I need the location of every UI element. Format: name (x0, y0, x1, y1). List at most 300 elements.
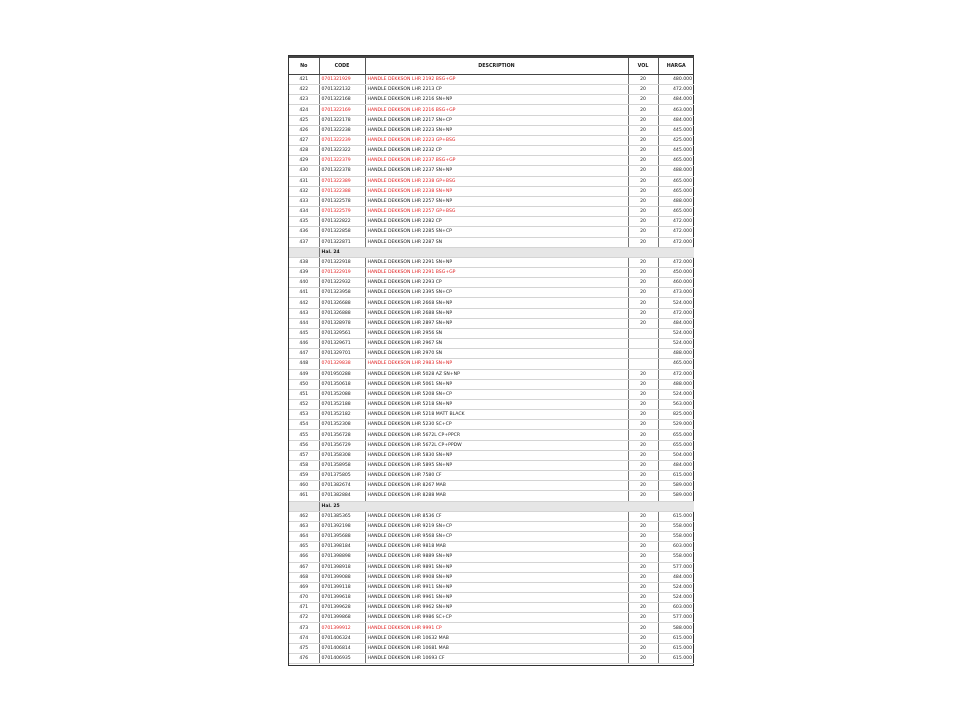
cell-description: HANDLE DEKKSON LHR 5830 SN+NP (365, 450, 628, 460)
cell-code: 0701375805 (319, 471, 365, 481)
cell-code: 0701322871 (319, 237, 365, 247)
table-row (289, 339, 694, 349)
cell-price: 615.000 (658, 633, 694, 643)
table-row (289, 460, 694, 470)
cell-price: 472.000 (658, 308, 694, 318)
cell-code: 0701398918 (319, 562, 365, 572)
header-description: DESCRIPTION (365, 57, 628, 75)
cell-description: HANDLE DEKKSON LHR 2232 CP (365, 146, 628, 156)
cell-vol: 20 (628, 318, 658, 328)
cell-price: 472.000 (658, 227, 694, 237)
cell-price: 529.000 (658, 420, 694, 430)
cell-description: HANDLE DEKKSON LHR 5895 SN+NP (365, 460, 628, 470)
cell-no: 460 (289, 481, 319, 491)
cell-vol: 20 (628, 460, 658, 470)
cell-code: 0701398898 (319, 552, 365, 562)
section-row (289, 247, 694, 257)
table-row (289, 308, 694, 318)
cell-code: 0701352182 (319, 410, 365, 420)
table-row (289, 349, 694, 359)
cell-description: HANDLE DEKKSON LHR 8536 CF (365, 511, 628, 521)
table-row (289, 166, 694, 176)
cell-price: 463.000 (658, 105, 694, 115)
cell-no: 440 (289, 278, 319, 288)
cell-vol: 20 (628, 75, 658, 85)
cell-vol: 20 (628, 643, 658, 653)
cell-price: 589.000 (658, 481, 694, 491)
table-row (289, 481, 694, 491)
table-row (289, 135, 694, 145)
cell-code: 0701399912 (319, 623, 365, 633)
table-row (289, 176, 694, 186)
cell-code: 0701950288 (319, 369, 365, 379)
cell-description: HANDLE DEKKSON LHR 10693 CF (365, 653, 628, 663)
cell-vol: 20 (628, 288, 658, 298)
cell-no: 470 (289, 592, 319, 602)
cell-description: HANDLE DEKKSON LHR 2291 SN+NP (365, 257, 628, 267)
cell-no: 475 (289, 643, 319, 653)
cell-description: HANDLE DEKKSON LHR 5230 SC+CP (365, 420, 628, 430)
cell-description: HANDLE DEKKSON LHR 9962 SN+NP (365, 603, 628, 613)
cell-description: HANDLE DEKKSON LHR 9219 SN+CP (365, 521, 628, 531)
cell-no: 433 (289, 196, 319, 206)
cell-description: HANDLE DEKKSON LHR 5218 MATT BLACK (365, 410, 628, 420)
cell-vol: 20 (628, 125, 658, 135)
cell-price: 558.000 (658, 532, 694, 542)
table-row (289, 115, 694, 125)
cell-price: 655.000 (658, 430, 694, 440)
table-row (289, 318, 694, 328)
cell-code: 0701352308 (319, 420, 365, 430)
cell-vol: 20 (628, 217, 658, 227)
cell-description: HANDLE DEKKSON LHR 2238 SN+NP (365, 186, 628, 196)
table-row (289, 359, 694, 369)
cell-description: HANDLE DEKKSON LHR 9986 SC+CP (365, 613, 628, 623)
cell-description: HANDLE DEKKSON LHR 9911 SN+NP (365, 582, 628, 592)
cell-vol: 20 (628, 105, 658, 115)
cell-code: 0701399118 (319, 582, 365, 592)
cell-code: 0701352188 (319, 400, 365, 410)
table-row (289, 572, 694, 582)
cell-vol: 20 (628, 85, 658, 95)
cell-code: 0701322239 (319, 135, 365, 145)
cell-vol: 20 (628, 176, 658, 186)
cell-code: 0701326688 (319, 298, 365, 308)
cell-code: 0701322389 (319, 176, 365, 186)
cell-code: 0701395688 (319, 532, 365, 542)
cell-price: 472.000 (658, 257, 694, 267)
cell-vol: 20 (628, 410, 658, 420)
cell-no: 473 (289, 623, 319, 633)
cell-no: 422 (289, 85, 319, 95)
table-row (289, 592, 694, 602)
cell-vol: 20 (628, 196, 658, 206)
cell-description: HANDLE DEKKSON LHR 2897 SN+NP (365, 318, 628, 328)
cell-description: HANDLE DEKKSON LHR 7580 CF (365, 471, 628, 481)
cell-no: 465 (289, 542, 319, 552)
cell-price: 524.000 (658, 339, 694, 349)
cell-description: HANDLE DEKKSON LHR 2213 CP (365, 85, 628, 95)
cell-no: 463 (289, 521, 319, 531)
table-row (289, 633, 694, 643)
cell-price: 465.000 (658, 359, 694, 369)
table-row (289, 400, 694, 410)
cell-vol: 20 (628, 298, 658, 308)
cell-code: 0701322858 (319, 227, 365, 237)
cell-vol: 20 (628, 491, 658, 501)
cell-description: HANDLE DEKKSON LHR 2237 BSG+GP (365, 156, 628, 166)
cell-vol: 20 (628, 440, 658, 450)
table-row (289, 186, 694, 196)
cell-price: 484.000 (658, 115, 694, 125)
table-row (289, 288, 694, 298)
cell-price: 577.000 (658, 613, 694, 623)
table-row (289, 389, 694, 399)
cell-no: 455 (289, 430, 319, 440)
cell-price: 465.000 (658, 156, 694, 166)
cell-no: 449 (289, 369, 319, 379)
cell-code: 0701322168 (319, 95, 365, 105)
cell-description: HANDLE DEKKSON LHR 2223 SN+NP (365, 125, 628, 135)
cell-vol: 20 (628, 227, 658, 237)
cell-code: 0701322388 (319, 186, 365, 196)
cell-price: 484.000 (658, 460, 694, 470)
cell-description: HANDLE DEKKSON LHR 2970 SN (365, 349, 628, 359)
cell-price: 558.000 (658, 521, 694, 531)
price-list-table (289, 56, 694, 664)
cell-no: 469 (289, 582, 319, 592)
cell-code: 0701329671 (319, 339, 365, 349)
cell-no: 476 (289, 653, 319, 663)
cell-code: 0701322378 (319, 166, 365, 176)
cell-code: 0701406814 (319, 643, 365, 653)
cell-description: HANDLE DEKKSON LHR 8267 MAB (365, 481, 628, 491)
cell-price: 524.000 (658, 389, 694, 399)
cell-vol (628, 359, 658, 369)
cell-price: 480.000 (658, 75, 694, 85)
cell-code: 0701329838 (319, 359, 365, 369)
cell-description: HANDLE DEKKSON LHR 9889 SN+NP (365, 552, 628, 562)
table-row (289, 603, 694, 613)
cell-code: 0701322322 (319, 146, 365, 156)
cell-no: 442 (289, 298, 319, 308)
cell-description: HANDLE DEKKSON LHR 2238 GP+BSG (365, 176, 628, 186)
table-row (289, 75, 694, 85)
table-row (289, 491, 694, 501)
cell-code: 0701322169 (319, 105, 365, 115)
cell-description: HANDLE DEKKSON LHR 2688 SN+NP (365, 308, 628, 318)
cell-vol: 20 (628, 308, 658, 318)
cell-no: 471 (289, 603, 319, 613)
table-row (289, 369, 694, 379)
table-row (289, 582, 694, 592)
header-code: CODE (319, 57, 365, 75)
cell-no: 436 (289, 227, 319, 237)
cell-vol: 20 (628, 400, 658, 410)
cell-no: 434 (289, 207, 319, 217)
table-row (289, 125, 694, 135)
table-row (289, 562, 694, 572)
cell-vol: 20 (628, 237, 658, 247)
cell-description: HANDLE DEKKSON LHR 5028 AZ SN+NP (365, 369, 628, 379)
table-row (289, 471, 694, 481)
cell-code: 0701321929 (319, 75, 365, 85)
cell-vol: 20 (628, 379, 658, 389)
cell-code: 0701385365 (319, 511, 365, 521)
cell-description: HANDLE DEKKSON LHR 10632 MAB (365, 633, 628, 643)
cell-vol: 20 (628, 603, 658, 613)
cell-no: 451 (289, 389, 319, 399)
cell-price: 603.000 (658, 542, 694, 552)
cell-vol: 20 (628, 420, 658, 430)
cell-description: HANDLE DEKKSON LHR 2216 SN+NP (365, 95, 628, 105)
cell-vol: 20 (628, 521, 658, 531)
cell-vol: 20 (628, 389, 658, 399)
cell-vol: 20 (628, 572, 658, 582)
cell-no: 461 (289, 491, 319, 501)
cell-description: HANDLE DEKKSON LHR 2216 BSG+GP (365, 105, 628, 115)
cell-price: 450.000 (658, 267, 694, 277)
cell-vol: 20 (628, 481, 658, 491)
table-row (289, 217, 694, 227)
cell-description: HANDLE DEKKSON LHR 2285 SN+CP (365, 227, 628, 237)
cell-vol: 20 (628, 278, 658, 288)
cell-price: 484.000 (658, 572, 694, 582)
cell-price: 615.000 (658, 643, 694, 653)
cell-no: 468 (289, 572, 319, 582)
table-row (289, 227, 694, 237)
table-row (289, 613, 694, 623)
cell-code: 0701392198 (319, 521, 365, 531)
cell-price: 473.000 (658, 288, 694, 298)
cell-code: 0701329561 (319, 328, 365, 338)
cell-no: 425 (289, 115, 319, 125)
cell-vol: 20 (628, 115, 658, 125)
cell-no: 464 (289, 532, 319, 542)
cell-description: HANDLE DEKKSON LHR 2291 BSG+GP (365, 267, 628, 277)
cell-code: 0701323958 (319, 288, 365, 298)
cell-no: 448 (289, 359, 319, 369)
table-row (289, 267, 694, 277)
cell-description: HANDLE DEKKSON LHR 5208 SN+CP (365, 389, 628, 399)
cell-price: 488.000 (658, 349, 694, 359)
cell-vol: 20 (628, 532, 658, 542)
cell-description: HANDLE DEKKSON LHR 2223 GP+BSG (365, 135, 628, 145)
cell-vol: 20 (628, 166, 658, 176)
cell-vol: 20 (628, 267, 658, 277)
cell-description: HANDLE DEKKSON LHR 9818 MAB (365, 542, 628, 552)
cell-vol: 20 (628, 552, 658, 562)
cell-no: 432 (289, 186, 319, 196)
cell-price: 825.000 (658, 410, 694, 420)
cell-price: 472.000 (658, 85, 694, 95)
cell-description: HANDLE DEKKSON LHR 2395 SN+CP (365, 288, 628, 298)
cell-code: 0701399868 (319, 613, 365, 623)
cell-vol: 20 (628, 146, 658, 156)
cell-description: HANDLE DEKKSON LHR 5672L CP+PPDW (365, 440, 628, 450)
cell-description: HANDLE DEKKSON LHR 9568 SN+CP (365, 532, 628, 542)
cell-no: 474 (289, 633, 319, 643)
cell-price: 524.000 (658, 592, 694, 602)
table-row (289, 237, 694, 247)
cell-code: 0701322578 (319, 196, 365, 206)
cell-price: 655.000 (658, 440, 694, 450)
cell-vol: 20 (628, 186, 658, 196)
table-row (289, 95, 694, 105)
cell-no: 427 (289, 135, 319, 145)
cell-description: HANDLE DEKKSON LHR 2668 SN+NP (365, 298, 628, 308)
cell-price: 524.000 (658, 328, 694, 338)
cell-code: 0701322579 (319, 207, 365, 217)
cell-vol: 20 (628, 592, 658, 602)
table-row (289, 410, 694, 420)
cell-description: HANDLE DEKKSON LHR 2967 SN (365, 339, 628, 349)
cell-vol: 20 (628, 633, 658, 643)
cell-no: 459 (289, 471, 319, 481)
cell-description: HANDLE DEKKSON LHR 2257 SN+NP (365, 196, 628, 206)
cell-no: 428 (289, 146, 319, 156)
table-row (289, 511, 694, 521)
table-row (289, 298, 694, 308)
cell-description: HANDLE DEKKSON LHR 2983 SN+NP (365, 359, 628, 369)
cell-vol: 20 (628, 623, 658, 633)
cell-description: HANDLE DEKKSON LHR 5218 SN+NP (365, 400, 628, 410)
cell-vol: 20 (628, 430, 658, 440)
cell-code: 0701356729 (319, 440, 365, 450)
cell-price: 472.000 (658, 237, 694, 247)
cell-code: 0701322932 (319, 278, 365, 288)
cell-no: 456 (289, 440, 319, 450)
cell-description: HANDLE DEKKSON LHR 2257 GP+BSG (365, 207, 628, 217)
cell-vol: 20 (628, 450, 658, 460)
table-row (289, 257, 694, 267)
cell-code: 0701398184 (319, 542, 365, 552)
cell-code: 0701328978 (319, 318, 365, 328)
cell-price: 563.000 (658, 400, 694, 410)
cell-description: HANDLE DEKKSON LHR 2217 SN+CP (365, 115, 628, 125)
cell-price: 465.000 (658, 207, 694, 217)
cell-no: 439 (289, 267, 319, 277)
cell-no: 450 (289, 379, 319, 389)
table-row (289, 196, 694, 206)
table-row (289, 440, 694, 450)
cell-no: 454 (289, 420, 319, 430)
section-spacer (289, 501, 319, 511)
cell-price: 603.000 (658, 603, 694, 613)
cell-code: 0701322918 (319, 257, 365, 267)
cell-vol: 20 (628, 95, 658, 105)
cell-vol: 20 (628, 613, 658, 623)
table-row (289, 430, 694, 440)
section-row (289, 501, 694, 511)
cell-code: 0701322919 (319, 267, 365, 277)
cell-vol: 20 (628, 511, 658, 521)
cell-price: 460.000 (658, 278, 694, 288)
table-row (289, 85, 694, 95)
cell-description: HANDLE DEKKSON LHR 2192 BSG+GP (365, 75, 628, 85)
header-no: No (289, 57, 319, 75)
cell-price: 588.000 (658, 623, 694, 633)
cell-no: 453 (289, 410, 319, 420)
section-label: Hal. 25 (319, 501, 694, 511)
section-label: Hal. 24 (319, 247, 694, 257)
cell-no: 443 (289, 308, 319, 318)
section-spacer (289, 247, 319, 257)
cell-description: HANDLE DEKKSON LHR 5061 SN+NP (365, 379, 628, 389)
table-row (289, 653, 694, 663)
cell-description: HANDLE DEKKSON LHR 2293 CP (365, 278, 628, 288)
table-header (289, 57, 694, 75)
cell-no: 438 (289, 257, 319, 267)
cell-description: HANDLE DEKKSON LHR 2956 SN (365, 328, 628, 338)
cell-no: 466 (289, 552, 319, 562)
cell-code: 0701406324 (319, 633, 365, 643)
cell-no: 462 (289, 511, 319, 521)
cell-no: 458 (289, 460, 319, 470)
cell-price: 558.000 (658, 552, 694, 562)
table-row (289, 156, 694, 166)
cell-code: 0701382884 (319, 491, 365, 501)
cell-no: 426 (289, 125, 319, 135)
cell-price: 504.000 (658, 450, 694, 460)
cell-no: 457 (289, 450, 319, 460)
cell-price: 445.000 (658, 125, 694, 135)
table-row (289, 643, 694, 653)
cell-no: 424 (289, 105, 319, 115)
table-body (289, 75, 694, 664)
cell-vol: 20 (628, 471, 658, 481)
cell-vol: 20 (628, 207, 658, 217)
table-row (289, 552, 694, 562)
cell-price: 524.000 (658, 582, 694, 592)
cell-code: 0701322379 (319, 156, 365, 166)
cell-price: 425.000 (658, 135, 694, 145)
cell-price: 615.000 (658, 511, 694, 521)
cell-code: 0701322132 (319, 85, 365, 95)
cell-no: 430 (289, 166, 319, 176)
table-row (289, 420, 694, 430)
table-row (289, 542, 694, 552)
cell-vol (628, 349, 658, 359)
cell-price: 484.000 (658, 318, 694, 328)
cell-code: 0701358958 (319, 460, 365, 470)
cell-vol: 20 (628, 369, 658, 379)
cell-price: 465.000 (658, 186, 694, 196)
cell-no: 446 (289, 339, 319, 349)
cell-price: 615.000 (658, 471, 694, 481)
cell-description: HANDLE DEKKSON LHR 10681 MAB (365, 643, 628, 653)
cell-vol (628, 328, 658, 338)
cell-description: HANDLE DEKKSON LHR 9991 CP (365, 623, 628, 633)
table-row (289, 207, 694, 217)
cell-vol: 20 (628, 135, 658, 145)
cell-price: 589.000 (658, 491, 694, 501)
cell-vol: 20 (628, 562, 658, 572)
cell-code: 0701406935 (319, 653, 365, 663)
table-row (289, 521, 694, 531)
cell-no: 445 (289, 328, 319, 338)
cell-price: 472.000 (658, 217, 694, 227)
cell-code: 0701358308 (319, 450, 365, 460)
table-row (289, 623, 694, 633)
cell-price: 488.000 (658, 166, 694, 176)
header-price: HARGA (658, 57, 694, 75)
cell-price: 615.000 (658, 653, 694, 663)
cell-description: HANDLE DEKKSON LHR 2287 SN (365, 237, 628, 247)
cell-code: 0701382674 (319, 481, 365, 491)
table-row (289, 379, 694, 389)
cell-vol (628, 339, 658, 349)
